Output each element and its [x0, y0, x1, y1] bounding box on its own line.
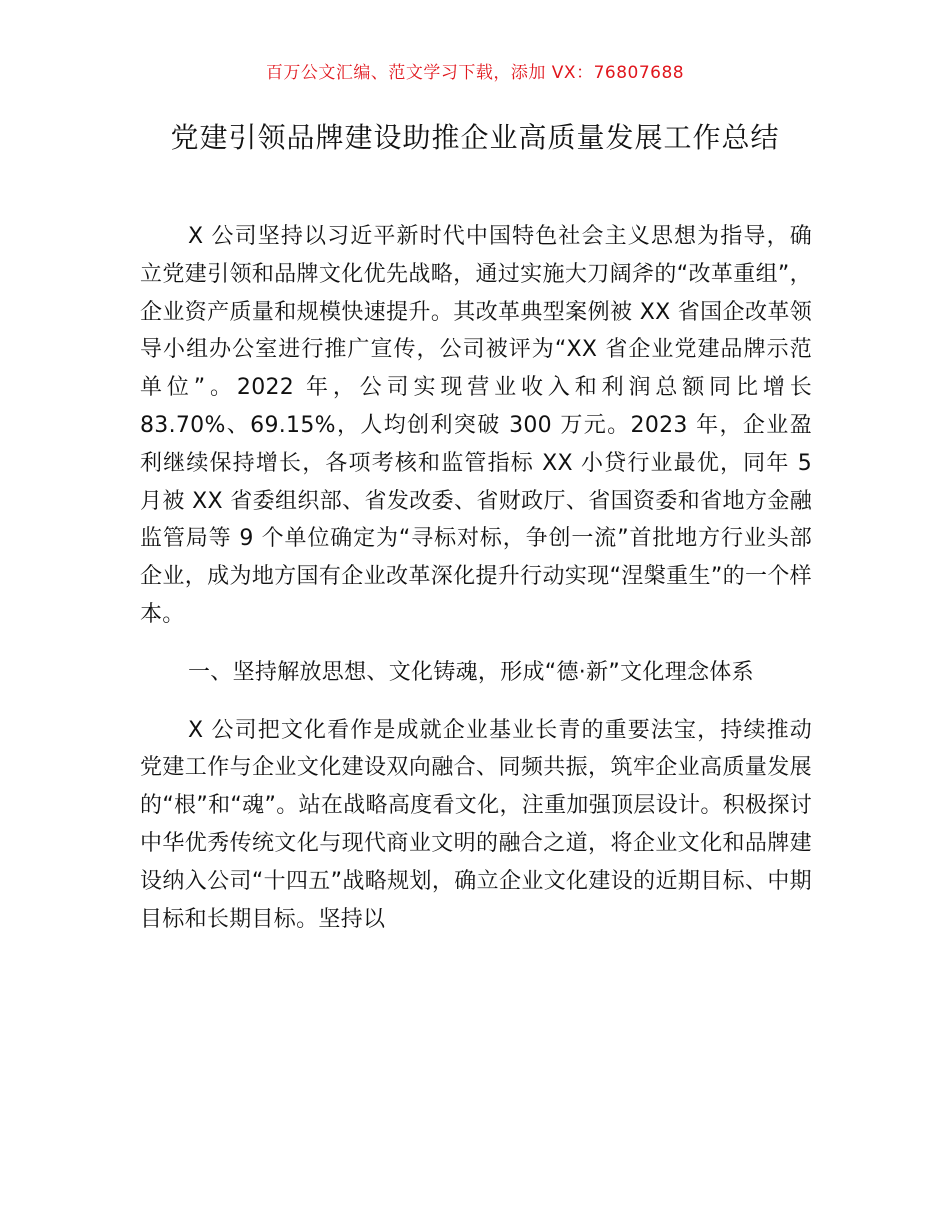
document-body [140, 218, 812, 938]
header-contact-note: 百万公文汇编、范文学习下载，添加 VX：76807688 [265, 63, 685, 83]
section-heading-1: 一、坚持解放思想、文化铸魂，形成“德·新”文化理念体系 [188, 659, 754, 685]
intro-paragraph: X 公司坚持以习近平新时代中国特色社会主义思想为指导，确立党建引领和品牌文化优先战略，通过实施大刀阔斧的“改革重组”，企业资产质量和规模快速提升。其改革典型案例被 XX 省国企改革领导小组办公室进行推广宣传，公司被评为“XX 省企业党建品牌示范单位”。2022 年，公司实现营业收入和利润总额同比增长 83.70%、69.15%，人均创利突破 300 万元。2023 年，企业盈利继续保持增长，各项考核和监管指标 XX 小贷行业最优，同年 5 月被 XX 省委组织部、省发改委、省财政厅、省国资委和省地方金融监管局等 9 个单位确定为“寻标对标，争创一流”首批地方行业头部企业，成为地方国有企业改革深化提升行动实现“涅槃重生”的一个样本。 [140, 224, 812, 627]
section-1-paragraph: X 公司把文化看作是成就企业基业长青的重要法宝，持续推动党建工作与企业文化建设双向融合、同频共振，筑牢企业高质量发展的“根”和“魂”。站在战略高度看文化，注重加强顶层设计。积极探讨中华优秀传统文化与现代商业文明的融合之道，将企业文化和品牌建设纳入公司“十四五”战略规划，确立企业文化建设的近期目标、中期目标和长期目标。坚持以 [140, 717, 812, 932]
document-title: 党建引领品牌建设助推企业高质量发展工作总结 [170, 121, 780, 154]
